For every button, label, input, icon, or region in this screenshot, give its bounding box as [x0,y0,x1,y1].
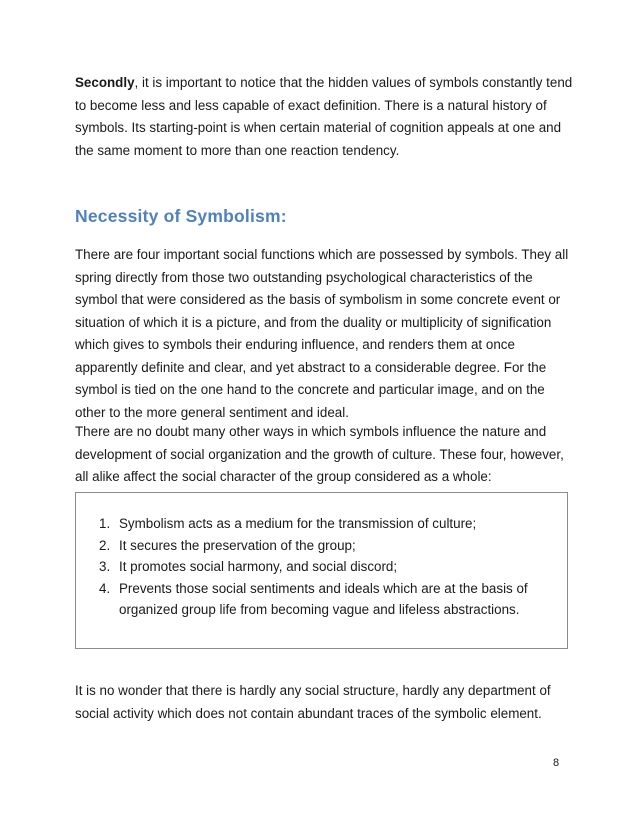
intro-lead-word: Secondly [75,75,135,90]
closing-paragraph: It is no wonder that there is hardly any social structure, hardly any department of social activity which does not contain abundant traces of the symbolic element. [75,683,551,721]
list-item-number: 2. [99,537,111,553]
list-item [99,513,554,535]
list-item-number: 1. [99,516,111,531]
list-item [99,556,554,578]
list-item-text: Symbolism acts as a medium for the transmission of culture; [119,516,477,531]
page-number: 8 [553,757,560,769]
functions-paragraph: There are four important social functions which are possessed by symbols. They all spring directly from those two outstanding psychological characteristics of the symbol that were considered as the basis of symbolism in some concrete event or situation of which it is a picture, and from the duality or multiplicity of signification which gives to symbols their enduring influence, and renders them at once apparently definite and clear, and yet abstract to a considerable degree. For the symbol is tied on the one hand to the concrete and particular image, and on the other to the more general sentiment and ideal. [75,247,569,420]
functions-box [75,492,568,649]
list-item [99,578,554,621]
list-item-text: Prevents those social sentiments and ideals which are at the basis of organized group life from becoming vague and lifeless abstractions. [119,580,528,617]
list-item-text: It promotes social harmony, and social discord; [119,559,398,574]
intro-text: , it is important to notice that the hidden values of symbols constantly tend to become less and less capable of exact definition. There is a natural history of symbols. Its starting-point is when certain material of cognition appeals at one and the same moment to more than one reaction tendency. [75,75,573,158]
section-heading: Necessity of Symbolism: [75,206,287,226]
list-item [99,535,554,557]
list-item-number: 4. [99,580,111,596]
list-item-text: It secures the preservation of the group; [119,537,356,553]
functions-list [99,513,554,621]
list-item-number: 3. [99,559,111,574]
intro-paragraph [75,72,575,162]
influence-paragraph: There are no doubt many other ways in which symbols influence the nature and development of social organization and the growth of culture. These four, however, all alike affect the social character of the group considered as a whole: [75,424,564,484]
